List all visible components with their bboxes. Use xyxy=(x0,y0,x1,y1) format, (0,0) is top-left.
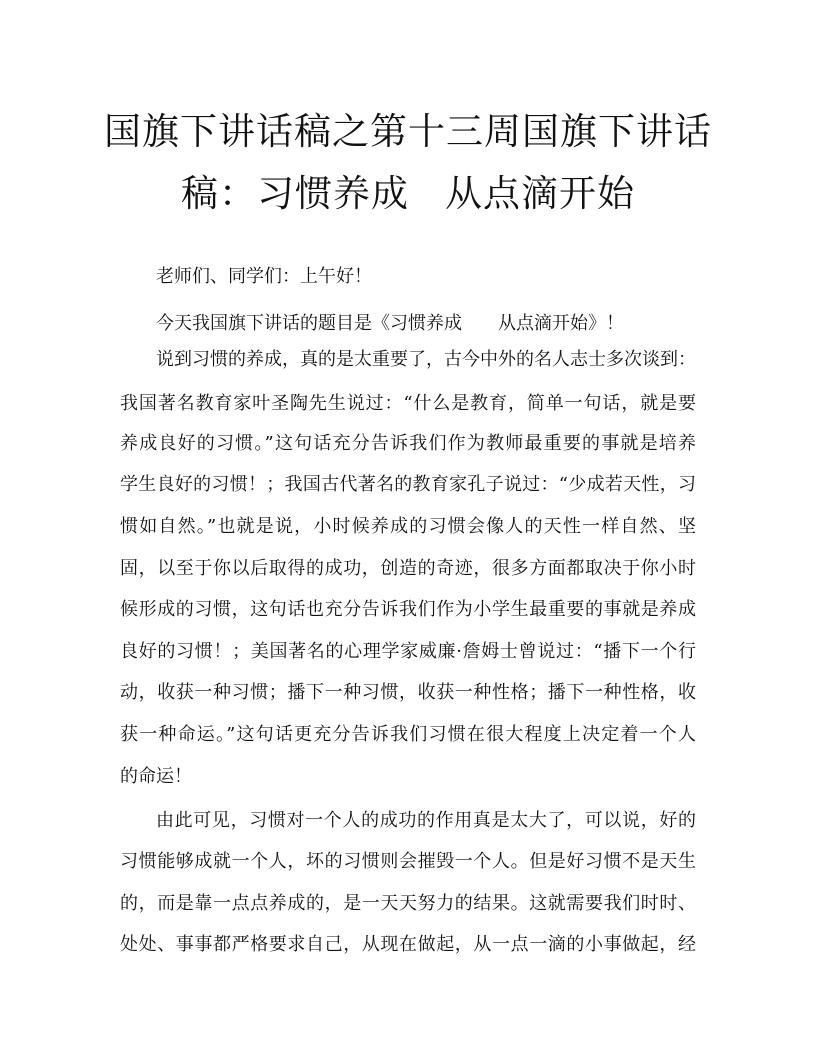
body-line: 惯如自然。”也就是说，小时候养成的习惯会像人的天性一样自然、坚 xyxy=(120,516,696,537)
title-part-b: 从点滴开始 xyxy=(445,172,635,215)
topic-line: 今天我国旗下讲话的题目是《习惯养成 从点滴开始》！ xyxy=(156,313,624,334)
body-line: 养成良好的习惯。”这句话充分告诉我们作为教师最重要的事就是培养 xyxy=(120,433,696,454)
document-title-line-2 xyxy=(100,172,716,216)
body-line: 由此可见，习惯对一个人的成功的作用真是太大了，可以说，好的 xyxy=(156,810,696,831)
body-line: 动，收获一种习惯；播下一种习惯，收获一种性格；播下一种性格，收 xyxy=(120,682,696,703)
body-line: 良好的习惯！；美国著名的心理学家威廉·詹姆士曾说过：“播下一个行 xyxy=(120,641,696,662)
body-line: 我国著名教育家叶圣陶先生说过：“什么是教育，简单一句话，就是要 xyxy=(120,393,696,414)
body-line: 获一种命运。”这句话更充分告诉我们习惯在很大程度上决定着一个人 xyxy=(120,724,696,745)
body-line: 习惯能够成就一个人，坏的习惯则会摧毁一个人。但是好习惯不是天生 xyxy=(120,851,696,872)
title-part-a: 稿：习惯养成 xyxy=(181,172,409,215)
document-title-line-1: 国旗下讲话稿之第十三周国旗下讲话 xyxy=(104,110,712,153)
body-line: 学生良好的习惯！；我国古代著名的教育家孔子说过：“少成若天性，习 xyxy=(120,474,696,495)
body-line: 候形成的习惯，这句话也充分告诉我们作为小学生最重要的事就是养成 xyxy=(120,599,696,620)
body-line: 的，而是靠一点点养成的，是一天天努力的结果。这就需要我们时时、 xyxy=(120,893,696,914)
body-line: 的命运！ xyxy=(120,766,192,787)
body-line: 处处、事事都严格要求自己，从现在做起，从一点一滴的小事做起，经 xyxy=(120,934,696,955)
body-line: 固，以至于你以后取得的成功，创造的奇迹，很多方面都取决于你小时 xyxy=(120,558,696,579)
body-line: 说到习惯的养成，真的是太重要了，古今中外的名人志士多次谈到： xyxy=(156,349,696,370)
greeting-line: 老师们、同学们：上午好！ xyxy=(156,266,372,287)
